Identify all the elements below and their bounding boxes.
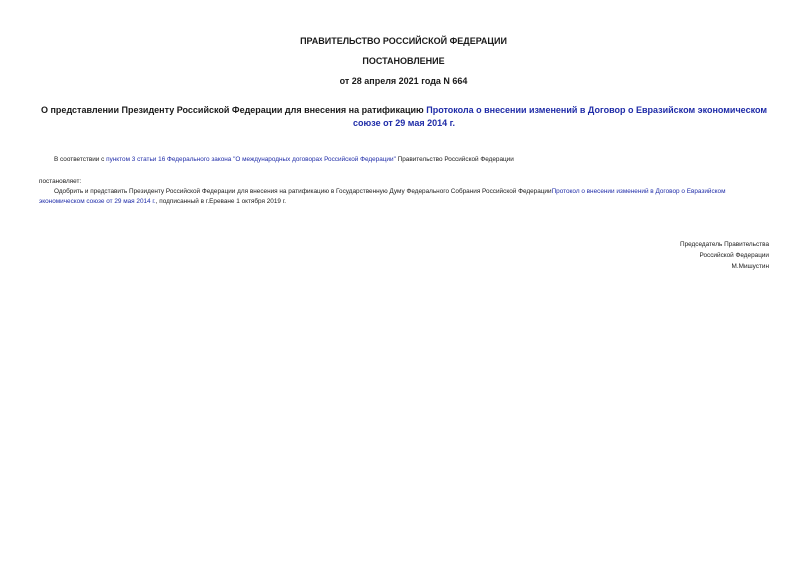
government-heading: ПРАВИТЕЛЬСТВО РОССИЙСКОЙ ФЕДЕРАЦИИ: [300, 36, 507, 46]
signature-position: Председатель Правительства: [680, 241, 769, 248]
preamble-prefix: В соответствии с: [54, 156, 107, 163]
preamble-paragraph: [54, 155, 514, 165]
title-protocol-link[interactable]: Протокола о внесении изменений в Договор о Евразийском экономическом союзе от 29 мая 2014 г.: [353, 105, 767, 128]
preamble-suffix: Правительство Российской Федерации: [395, 156, 514, 163]
document-title: [38, 104, 770, 130]
decision-prefix: Одобрить и представить Президенту Российской Федерации для внесения на ратификацию в Государственную Думу Федерального Собрания Российской Федерации: [54, 188, 552, 195]
signature-block: [680, 239, 769, 272]
signature-organization: Российской Федерации: [699, 252, 769, 259]
resolves-text: постановляет:: [39, 178, 82, 185]
decision-suffix: , подписанный в г.Ереване 1 октября 2019 г.: [155, 198, 287, 205]
doc-type-heading: ПОСТАНОВЛЕНИЕ: [362, 56, 445, 66]
decision-protocol-link[interactable]: Протокол о внесении изменений в Договор о Евразийском экономическом союзе от 29 мая 2014 г.: [39, 188, 726, 205]
decision-paragraph: [39, 187, 771, 207]
title-text: О представлении Президенту Российской Федерации для внесения на ратификацию: [41, 105, 427, 115]
date-number-heading: от 28 апреля 2021 года N 664: [339, 76, 468, 86]
signature-name: М.Мишустин: [731, 263, 769, 270]
law-reference-link[interactable]: пунктом 3 статьи 16 Федерального закона "О международных договорах Российской Федерации": [106, 156, 396, 163]
